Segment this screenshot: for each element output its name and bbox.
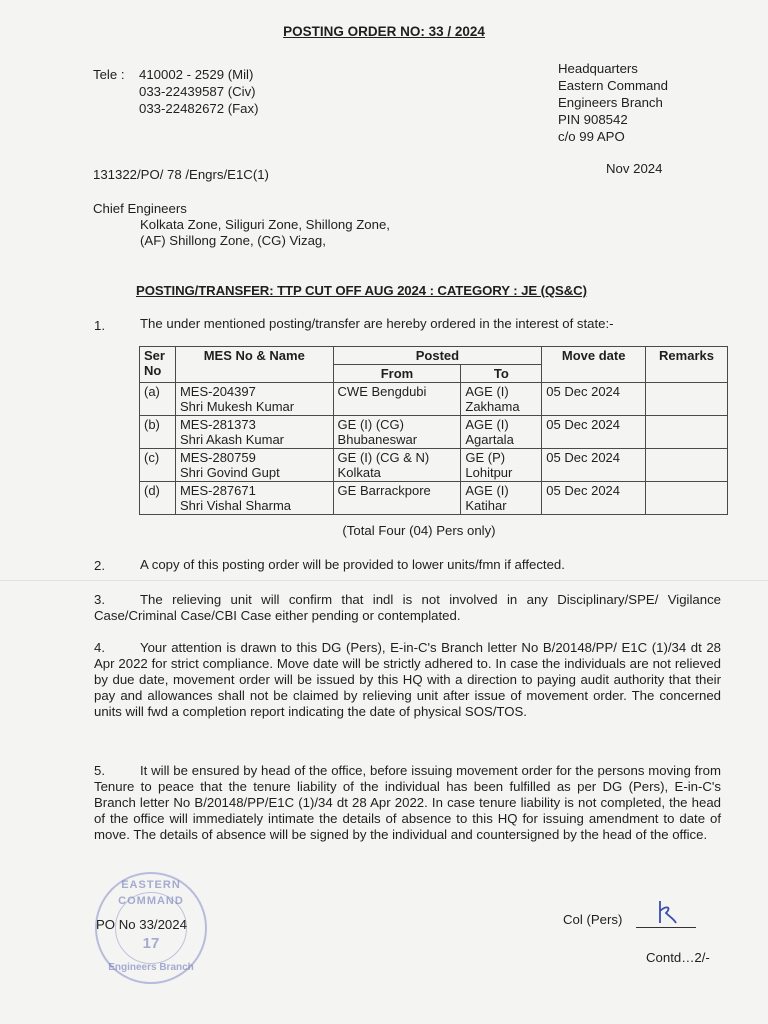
table-total: (Total Four (04) Pers only) — [342, 523, 496, 538]
para-4-number: 4. — [94, 640, 105, 655]
cell-from: GE (I) (CG & N) Kolkata — [333, 449, 461, 482]
hq-address — [558, 61, 668, 146]
hq-line: Engineers Branch — [558, 95, 663, 110]
header-ser-no: Ser No — [140, 347, 176, 383]
addressee-title: Chief Engineers — [93, 201, 187, 216]
footer-po-number: PO No 33/2024 — [96, 917, 187, 932]
hq-line: Eastern Command — [558, 78, 668, 93]
cell-move-date: 05 Dec 2024 — [542, 416, 646, 449]
mes-number: MES-280759 — [179, 450, 256, 465]
hq-line: c/o 99 APO — [558, 129, 625, 144]
hq-line: PIN 908542 — [558, 112, 628, 127]
addressee-zones — [140, 217, 390, 249]
para-2-number: 2. — [94, 558, 105, 573]
para-1-text: The under mentioned posting/transfer are hereby ordered in the interest of state:- — [140, 316, 614, 331]
para-5-text: It will be ensured by head of the office, before issuing movement order for the persons moving from Tenure to peace that the tenure liability of the individual has been fulfilled as per DG (Pers), E-in-C's Branch letter No B/20148/PP/E1C (1)/34 dt 28 Apr 2022. In case tenure liability is not completed, the head of the office will immediately intimate the details of absence to this HQ for issuing amendment to date of move. The details of absence will be signed by the individual and countersigned by the head of the office. — [94, 763, 721, 842]
stamp-top-text: EASTERN COMMAND — [118, 879, 184, 907]
cell-remarks — [646, 416, 728, 449]
person-name: Shri Mukesh Kumar — [179, 399, 295, 414]
order-date: Nov 2024 — [606, 161, 663, 176]
subject-line: POSTING/TRANSFER: TTP CUT OFF AUG 2024 : CATEGORY : JE (QS&C) — [136, 283, 587, 298]
tele-mil: 410002 - 2529 (Mil) — [139, 67, 254, 82]
cell-ser: (b) — [140, 416, 176, 449]
mes-number: MES-281373 — [179, 417, 256, 432]
table-header-row — [140, 347, 728, 365]
tele-civ: 033-22439587 (Civ) — [139, 84, 256, 99]
para-3 — [94, 592, 721, 624]
stamp-bottom-text: Engineers Branch — [108, 962, 194, 973]
table-row — [140, 449, 728, 482]
cell-ser: (a) — [140, 383, 176, 416]
tele-numbers — [139, 67, 259, 118]
cell-remarks — [646, 383, 728, 416]
zone-line: (AF) Shillong Zone, (CG) Vizag, — [140, 233, 326, 248]
tele-label: Tele : — [93, 67, 125, 82]
para-5 — [94, 763, 721, 843]
mes-number: MES-287671 — [179, 483, 256, 498]
cell-mes — [175, 383, 333, 416]
table-row — [140, 482, 728, 515]
header-remarks: Remarks — [646, 347, 728, 383]
person-name: Shri Akash Kumar — [179, 432, 285, 447]
cell-from: GE Barrackpore — [333, 482, 461, 515]
cell-from: CWE Bengdubi — [333, 383, 461, 416]
cell-mes — [175, 449, 333, 482]
reference-number: 131322/PO/ 78 /Engrs/E1C(1) — [93, 167, 269, 182]
header-from: From — [333, 365, 461, 383]
para-1-number: 1. — [94, 318, 105, 333]
tele-fax: 033-22482672 (Fax) — [139, 101, 259, 116]
zone-line: Kolkata Zone, Siliguri Zone, Shillong Zone, — [140, 217, 390, 232]
table-row — [140, 383, 728, 416]
cell-to: AGE (I) Zakhama — [461, 383, 542, 416]
cell-ser: (c) — [140, 449, 176, 482]
header-posted: Posted — [333, 347, 542, 365]
header-move-date: Move date — [542, 347, 646, 383]
cell-move-date: 05 Dec 2024 — [542, 482, 646, 515]
para-2-text: A copy of this posting order will be provided to lower units/fmn if affected. — [140, 557, 565, 572]
posting-table — [139, 346, 728, 515]
para-4-text: Your attention is drawn to this DG (Pers), E-in-C's Branch letter No B/20148/PP/ E1C (1)/34 dt 28 Apr 2022 for strict compliance. Move date will be strictly adhered to. In case the individuals are not relieved by due date, movement order will be issued by this HQ with a direction to paying audit authority that their pay and allowances shall not be claimed by relieving unit after issue of movement order. The concerned units will fwd a completion report indicating the date of physical SOS/TOS. — [94, 640, 721, 719]
para-3-text: The relieving unit will confirm that indl is not involved in any Disciplinary/SPE/ Vigilance Case/Criminal Case/CBI Case either pending or contemplated. — [94, 592, 721, 623]
header-to: To — [461, 365, 542, 383]
cell-remarks — [646, 482, 728, 515]
cell-move-date: 05 Dec 2024 — [542, 383, 646, 416]
para-5-number: 5. — [94, 763, 105, 778]
person-name: Shri Vishal Sharma — [179, 498, 292, 513]
person-name: Shri Govind Gupt — [179, 465, 280, 480]
cell-to: GE (P) Lohitpur — [461, 449, 542, 482]
cell-mes — [175, 416, 333, 449]
cell-from: GE (I) (CG) Bhubaneswar — [333, 416, 461, 449]
cell-move-date: 05 Dec 2024 — [542, 449, 646, 482]
cell-to: AGE (I) Katihar — [461, 482, 542, 515]
cell-remarks — [646, 449, 728, 482]
table-row — [140, 416, 728, 449]
cell-mes — [175, 482, 333, 515]
stamp-number: 17 — [142, 935, 160, 952]
para-3-number: 3. — [94, 592, 105, 607]
signatory-designation: Col (Pers) — [563, 912, 623, 927]
header-mes-no-name: MES No & Name — [175, 347, 333, 383]
para-4 — [94, 640, 721, 720]
cell-ser: (d) — [140, 482, 176, 515]
page-fold-line — [0, 580, 768, 581]
continued-marker: Contd…2/- — [646, 950, 710, 965]
signature-line — [636, 927, 696, 928]
hq-line: Headquarters — [558, 61, 638, 76]
signature-icon — [652, 897, 678, 927]
order-title: POSTING ORDER NO: 33 / 2024 — [283, 24, 485, 39]
mes-number: MES-204397 — [179, 384, 256, 399]
cell-to: AGE (I) Agartala — [461, 416, 542, 449]
